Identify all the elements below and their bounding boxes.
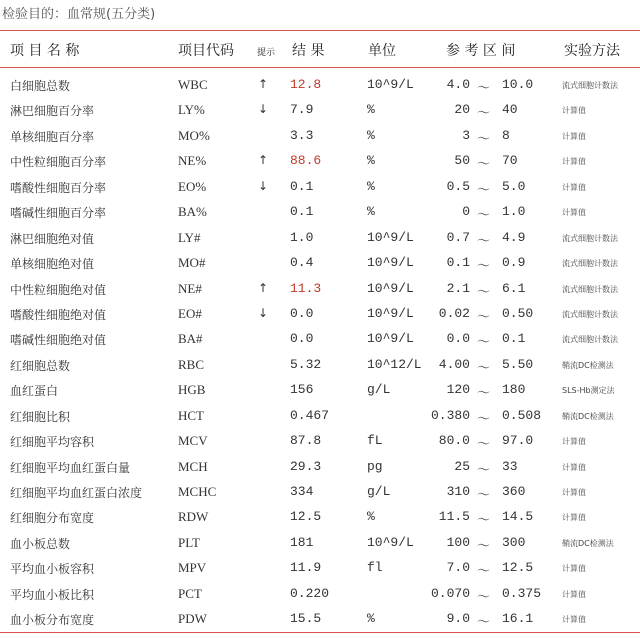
reference-separator: ～ [477,513,491,529]
table-top-rule [0,30,640,31]
header-item-code: 项目代码 [178,43,234,59]
reference-high: 12.5 [502,560,534,576]
result-value: 156 [290,382,314,398]
table-row [0,148,640,173]
item-code: MCHC [178,484,217,499]
page-title: 检验目的：血常规(五分类) [2,7,156,22]
unit: % [367,102,375,118]
reference-low: 0.02 [438,305,470,321]
reference-low: 0.380 [430,407,470,423]
method: 流式细胞计数法 [562,284,618,294]
reference-separator: ～ [477,360,491,376]
method: 计算值 [562,157,586,167]
table-row [0,403,640,428]
reference-low: 0.1 [446,255,470,271]
reference-high: 4.9 [502,229,526,245]
item-name: 血小板分布宽度 [10,613,95,628]
table-row [0,479,640,504]
flag-arrow: ↑ [257,280,269,295]
unit: % [367,611,375,627]
item-name: 单核细胞绝对值 [10,257,95,272]
reference-separator: ～ [477,259,491,275]
reference-separator: ～ [477,335,491,351]
method: 计算值 [562,106,586,116]
item-code: HCT [178,407,204,423]
reference-low: 0.0 [446,331,470,347]
table-row [0,97,640,122]
item-name: 嗜碱性细胞绝对值 [10,333,107,348]
flag-arrow: ↓ [257,305,269,320]
item-name: 红细胞总数 [10,358,71,373]
unit: 10^9/L [367,255,414,271]
item-code: EO% [178,178,207,194]
result-value: 12.5 [290,509,322,525]
item-code: MCH [178,458,208,474]
reference-high: 1.0 [502,204,526,220]
reference-low: 4.0 [446,77,470,92]
table-row [0,326,640,351]
unit: g/L [367,382,391,398]
item-name: 红细胞平均血红蛋白浓度 [10,486,143,500]
reference-separator: ～ [477,106,491,122]
reference-high: 16.1 [502,611,534,627]
flag-arrow: ↑ [257,153,269,168]
reference-high: 40 [502,102,518,118]
table-row [0,352,640,377]
unit: 10^9/L [367,77,414,92]
reference-low: 80.0 [438,433,470,449]
reference-low: 25 [454,458,470,474]
reference-separator: ～ [477,589,491,605]
reference-low: 0.5 [446,178,470,194]
unit: % [367,178,375,194]
reference-separator: ～ [477,157,491,173]
reference-high: 5.50 [502,356,534,372]
unit: % [367,204,375,220]
flag-arrow: ↑ [257,77,269,91]
unit: fl [367,560,383,576]
reference-high: 0.50 [502,305,534,321]
result-value: 87.8 [290,433,322,449]
item-name: 嗜酸性细胞百分率 [10,180,107,195]
item-name: 中性粒细胞百分率 [10,155,107,170]
item-name: 白细胞总数 [10,79,71,93]
item-code: MPV [178,560,207,576]
result-value: 3.3 [290,127,314,143]
header-method: 实验方法 [564,43,620,59]
item-code: BA# [178,331,203,347]
flag-arrow: ↓ [257,178,269,193]
method: 流式细胞计数法 [562,81,618,90]
unit: 10^9/L [367,534,414,550]
reference-low: 2.1 [446,280,470,296]
item-code: EO# [178,305,202,321]
reference-high: 0.508 [502,407,542,423]
table-row [0,276,640,301]
reference-low: 9.0 [446,611,470,627]
item-code: PLT [178,534,200,550]
item-name: 红细胞平均容积 [10,435,95,450]
item-name: 淋巴细胞绝对值 [10,231,95,246]
result-value: 0.4 [290,255,314,271]
reference-low: 120 [446,382,470,398]
reference-separator: ～ [477,182,491,198]
table-row [0,250,640,275]
reference-separator: ～ [477,488,491,503]
item-code: RDW [178,509,209,525]
results-table-body [0,72,640,632]
item-name: 红细胞比积 [10,409,71,424]
table-row [0,555,640,580]
result-value: 11.9 [290,560,322,576]
reference-low: 3 [462,127,470,143]
method: 计算值 [562,513,586,523]
reference-low: 310 [446,484,470,499]
method: 计算值 [562,462,586,472]
item-code: MO% [178,127,210,143]
reference-high: 5.0 [502,178,526,194]
reference-separator: ～ [477,564,491,580]
unit: 10^9/L [367,305,414,321]
item-code: BA% [178,204,207,220]
item-name: 中性粒细胞绝对值 [10,282,107,297]
item-name: 嗜酸性细胞绝对值 [10,307,107,322]
method: 流式细胞计数法 [562,335,618,345]
reference-high: 180 [502,382,526,398]
reference-separator: ～ [477,386,491,402]
method: 鞘流DC检测法 [562,411,614,421]
unit: pg [367,458,383,474]
header-unit: 单位 [368,43,396,59]
reference-separator: ～ [477,615,491,631]
reference-separator: ～ [477,208,491,224]
reference-low: 0.7 [446,229,470,245]
result-value: 5.32 [290,356,322,372]
unit: % [367,509,375,525]
header-bottom-rule [0,67,640,68]
reference-high: 0.9 [502,255,526,271]
reference-separator: ～ [477,437,491,453]
table-row [0,428,640,453]
reference-low: 0 [462,204,470,220]
table-row [0,225,640,250]
reference-high: 0.375 [502,585,542,601]
method: 流式细胞计数法 [562,233,618,243]
result-value: 0.220 [290,585,330,601]
result-value: 15.5 [290,611,322,627]
table-row [0,199,640,224]
reference-high: 0.1 [502,331,526,347]
result-value: 0.467 [290,407,330,423]
item-name: 红细胞平均血红蛋白量 [10,460,131,475]
table-row [0,530,640,555]
reference-low: 20 [454,102,470,118]
unit: 10^9/L [367,331,414,347]
reference-high: 8 [502,127,510,143]
result-value: 29.3 [290,458,322,474]
item-code: PCT [178,585,202,601]
reference-high: 70 [502,153,518,169]
item-code: RBC [178,356,205,372]
reference-separator: ～ [477,309,491,325]
table-bottom-rule [0,632,640,633]
reference-separator: ～ [477,81,491,96]
item-code: LY# [178,229,201,245]
result-value: 0.0 [290,305,314,321]
reference-low: 11.5 [438,509,470,525]
reference-high: 10.0 [502,77,534,92]
item-code: MO# [178,255,206,271]
reference-high: 97.0 [502,433,534,449]
item-name: 淋巴细胞百分率 [10,104,95,119]
method: 计算值 [562,589,586,599]
reference-high: 360 [502,484,526,499]
table-row [0,72,640,97]
unit: 10^12/L [367,356,422,372]
reference-separator: ～ [477,462,491,478]
method: 计算值 [562,131,586,141]
item-name: 平均血小板容积 [10,562,95,577]
method: 计算值 [562,615,586,625]
item-name: 嗜碱性细胞百分率 [10,206,107,221]
item-name: 血红蛋白 [10,384,59,399]
reference-high: 14.5 [502,509,534,525]
reference-high: 6.1 [502,280,526,296]
item-code: PDW [178,611,207,627]
reference-low: 100 [446,534,470,550]
item-name: 血小板总数 [10,536,71,551]
method: 计算值 [562,488,586,497]
method: 鞘流DC检测法 [562,360,614,370]
reference-low: 4.00 [438,356,470,372]
reference-high: 33 [502,458,518,474]
header-reference-range: 参 考 区 间 [446,43,516,59]
reference-separator: ～ [477,284,491,300]
unit: % [367,153,375,169]
method: 计算值 [562,437,586,447]
method: 流式细胞计数法 [562,259,618,269]
table-row [0,174,640,199]
header-item-name: 项 目 名 称 [10,43,80,59]
item-code: MCV [178,433,208,449]
method: 计算值 [562,182,586,192]
item-code: HGB [178,382,206,398]
item-name: 红细胞分布宽度 [10,511,95,526]
unit: 10^9/L [367,280,414,296]
table-row [0,123,640,148]
reference-low: 7.0 [446,560,470,576]
reference-low: 0.070 [430,585,470,601]
unit: g/L [367,484,391,499]
item-code: NE# [178,280,202,296]
result-value: 12.8 [290,77,322,92]
method: 计算值 [562,564,586,574]
table-row [0,581,640,606]
method: 流式细胞计数法 [562,309,618,319]
table-row [0,301,640,326]
item-code: WBC [178,77,208,92]
unit: fL [367,433,383,449]
item-code: LY% [178,102,205,118]
reference-separator: ～ [477,538,491,554]
result-value: 181 [290,534,314,550]
result-value: 88.6 [290,153,322,169]
method: SLS-Hb测定法 [562,386,615,396]
result-value: 1.0 [290,229,314,245]
item-name: 平均血小板比积 [10,587,95,602]
reference-high: 300 [502,534,526,550]
result-value: 0.1 [290,204,314,220]
table-row [0,377,640,402]
unit: 10^9/L [367,229,414,245]
reference-low: 50 [454,153,470,169]
method: 鞘流DC检测法 [562,538,614,548]
header-result: 结 果 [292,43,325,59]
reference-separator: ～ [477,131,491,147]
result-value: 0.0 [290,331,314,347]
result-value: 0.1 [290,178,314,194]
item-name: 单核细胞百分率 [10,129,95,144]
table-row [0,454,640,479]
result-value: 11.3 [290,280,322,296]
flag-arrow: ↓ [257,102,269,117]
unit: % [367,127,375,143]
reference-separator: ～ [477,233,491,249]
table-row [0,606,640,631]
header-flag: 提示 [257,48,276,58]
reference-separator: ～ [477,411,491,427]
result-value: 334 [290,484,314,499]
item-code: NE% [178,153,207,169]
method: 计算值 [562,208,586,218]
result-value: 7.9 [290,102,314,118]
table-row [0,504,640,529]
